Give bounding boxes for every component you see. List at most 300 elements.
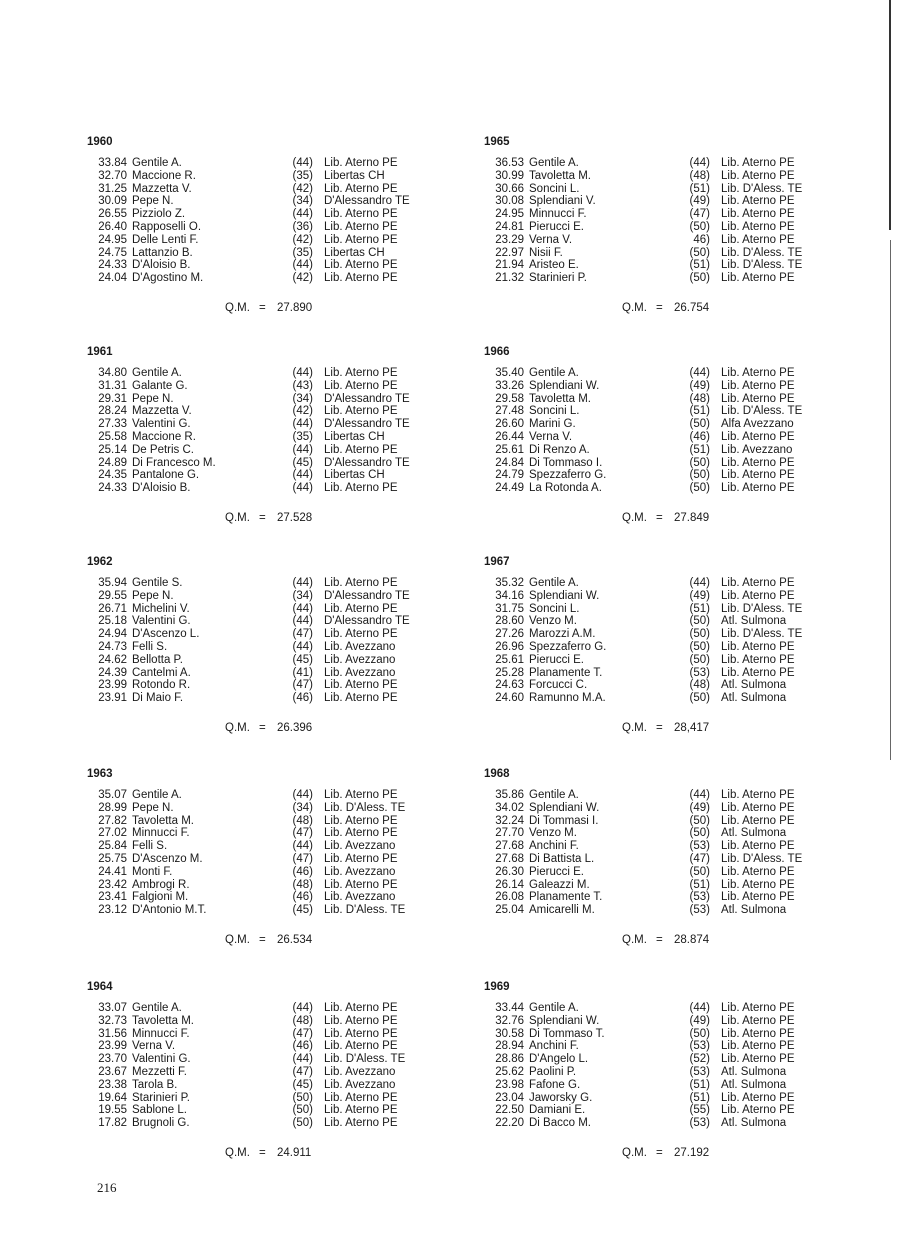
average-value: 24.911 — [277, 1147, 312, 1159]
result-row — [87, 1066, 437, 1079]
result-row — [87, 457, 437, 470]
athlete-age: (48) — [689, 392, 710, 405]
result-row — [87, 641, 437, 654]
score: 25.62 — [495, 1065, 524, 1078]
athlete-name: D'Aloisio B. — [132, 259, 191, 272]
athlete-name: Rotondo R. — [132, 679, 191, 692]
athlete-age: (52) — [689, 1053, 710, 1066]
athlete-name: Forcucci C. — [529, 679, 588, 692]
equals-sign: = — [259, 1147, 266, 1159]
result-row — [484, 221, 834, 234]
athlete-name: Verna V. — [529, 233, 573, 246]
club: Lib. D'Aless. TE — [324, 904, 406, 917]
athlete-name: Verna V. — [529, 430, 573, 443]
athlete-age: (44) — [292, 443, 313, 456]
result-row — [484, 641, 834, 654]
club: Lib. Aterno PE — [721, 157, 795, 169]
club: Lib. Aterno PE — [721, 208, 795, 221]
club: Lib. Aterno PE — [721, 840, 795, 853]
athlete-name: Splendiani W. — [529, 801, 600, 814]
score: 34.16 — [495, 589, 524, 602]
year-heading: 1965 — [484, 136, 510, 148]
athlete-name: D'Ascenzo M. — [132, 852, 203, 865]
score: 26.08 — [495, 891, 524, 904]
year-heading: 1963 — [87, 768, 113, 780]
scan-edge-line — [890, 240, 891, 760]
score: 23.38 — [98, 1078, 127, 1091]
athlete-age: (47) — [689, 852, 710, 865]
athlete-age: (35) — [292, 169, 313, 182]
athlete-age: (45) — [292, 456, 313, 469]
athlete-name: Gentile A. — [132, 789, 182, 801]
score: 24.95 — [495, 208, 524, 221]
club: Lib. Aterno PE — [721, 1027, 795, 1040]
athlete-age: (53) — [689, 904, 710, 917]
club: Atl. Sulmona — [721, 1078, 787, 1091]
result-row — [484, 590, 834, 603]
club: Lib. Aterno PE — [721, 1014, 795, 1027]
year-heading: 1966 — [484, 346, 510, 358]
club: Lib. Aterno PE — [324, 1104, 398, 1117]
athlete-age: (47) — [292, 628, 313, 641]
athlete-name: Marini G. — [529, 418, 576, 431]
club: Lib. Aterno PE — [324, 259, 398, 272]
result-row — [484, 457, 834, 470]
athlete-name: Planamente T. — [529, 891, 603, 904]
year-block — [87, 555, 437, 734]
score: 25.84 — [98, 840, 127, 853]
club: Lib. Aterno PE — [324, 852, 398, 865]
result-row — [484, 866, 834, 879]
athlete-age: (53) — [689, 1040, 710, 1053]
scan-edge-line — [889, 0, 891, 230]
athlete-age: (50) — [689, 469, 710, 482]
club: Lib. Aterno PE — [721, 865, 795, 878]
result-row — [484, 405, 834, 418]
athlete-name: Splendiani W. — [529, 1014, 600, 1027]
athlete-name: Gentile A. — [529, 1002, 579, 1014]
athlete-name: Pizziolo Z. — [132, 208, 186, 221]
athlete-age: (53) — [689, 1065, 710, 1078]
result-row — [484, 1117, 834, 1130]
result-row — [484, 170, 834, 183]
club: Lib. Avezzano — [324, 865, 396, 878]
club: Lib. Aterno PE — [324, 272, 398, 285]
athlete-age: (47) — [292, 679, 313, 692]
athlete-name: Starinieri P. — [529, 272, 587, 285]
result-row — [484, 904, 834, 917]
result-row — [484, 259, 834, 272]
result-row — [87, 272, 437, 285]
club: Libertas CH — [324, 169, 385, 182]
score: 33.84 — [98, 157, 127, 169]
club: Lib. Avezzano — [324, 1078, 396, 1091]
score: 35.07 — [98, 789, 127, 801]
score: 24.75 — [98, 246, 127, 259]
athlete-name: Cantelmi A. — [132, 666, 191, 679]
athlete-age: (51) — [689, 878, 710, 891]
athlete-name: Starinieri P. — [132, 1091, 190, 1104]
athlete-age: (42) — [292, 233, 313, 246]
athlete-name: Rapposelli O. — [132, 220, 202, 233]
athlete-name: Di Maio F. — [132, 692, 184, 705]
score: 26.55 — [98, 208, 127, 221]
score: 28.60 — [495, 615, 524, 628]
average-label: Q.M. — [225, 302, 250, 314]
score: 29.55 — [98, 589, 127, 602]
result-row — [87, 469, 437, 482]
athlete-age: (51) — [689, 259, 710, 272]
score: 27.48 — [495, 405, 524, 418]
score: 24.81 — [495, 220, 524, 233]
score: 26.44 — [495, 430, 524, 443]
athlete-age: (50) — [689, 615, 710, 628]
athlete-age: (48) — [689, 169, 710, 182]
athlete-name: Brugnoli G. — [132, 1117, 190, 1130]
athlete-name: Ambrogi R. — [132, 878, 190, 891]
athlete-name: Gentile A. — [529, 367, 579, 379]
athlete-name: Ramunno M.A. — [529, 692, 606, 705]
club: Lib. Avezzano — [324, 891, 396, 904]
result-row — [87, 380, 437, 393]
score: 28.24 — [98, 405, 127, 418]
score: 17.82 — [98, 1117, 127, 1130]
result-row — [87, 234, 437, 247]
score: 23.12 — [98, 904, 127, 917]
club: Lib. Aterno PE — [721, 379, 795, 392]
athlete-age: (47) — [292, 1027, 313, 1040]
average-label: Q.M. — [225, 722, 250, 734]
club: Lib. Aterno PE — [721, 1053, 795, 1066]
score: 23.29 — [495, 233, 524, 246]
result-row — [484, 195, 834, 208]
score: 32.73 — [98, 1014, 127, 1027]
score: 25.04 — [495, 904, 524, 917]
athlete-age: (55) — [689, 1104, 710, 1117]
athlete-age: (50) — [689, 827, 710, 840]
athlete-name: Splendiani V. — [529, 195, 596, 208]
athlete-age: (46) — [292, 1040, 313, 1053]
club: Lib. Aterno PE — [324, 208, 398, 221]
athlete-name: Mazzetta V. — [132, 182, 192, 195]
athlete-name: Pepe N. — [132, 195, 174, 208]
athlete-name: Pierucci E. — [529, 865, 584, 878]
score: 27.26 — [495, 628, 524, 641]
athlete-age: (35) — [292, 430, 313, 443]
athlete-age: (42) — [292, 272, 313, 285]
score: 30.58 — [495, 1027, 524, 1040]
club: Lib. Avezzano — [324, 666, 396, 679]
athlete-age: (44) — [292, 469, 313, 482]
result-row — [87, 853, 437, 866]
athlete-age: (44) — [689, 157, 710, 169]
year-block — [484, 345, 834, 524]
athlete-name: Felli S. — [132, 640, 168, 653]
score: 28.99 — [98, 801, 127, 814]
athlete-name: Aristeo E. — [529, 259, 579, 272]
score: 24.33 — [98, 482, 127, 495]
athlete-name: Fafone G. — [529, 1078, 581, 1091]
result-row — [484, 1104, 834, 1117]
result-row — [484, 444, 834, 457]
score: 23.04 — [495, 1091, 524, 1104]
athlete-age: (53) — [689, 891, 710, 904]
athlete-name: Minnucci F. — [132, 827, 190, 840]
score: 30.66 — [495, 182, 524, 195]
athlete-name: Michelini V. — [132, 602, 190, 615]
athlete-age: (49) — [689, 589, 710, 602]
club: Lib. Aterno PE — [324, 482, 398, 495]
club: Lib. D'Aless. TE — [324, 1053, 406, 1066]
result-row — [87, 840, 437, 853]
club: Lib. Aterno PE — [324, 1040, 398, 1053]
club: Lib. Aterno PE — [721, 789, 795, 801]
club: Lib. Avezzano — [324, 1065, 396, 1078]
club: Lib. Aterno PE — [324, 628, 398, 641]
result-row — [484, 853, 834, 866]
athlete-age: (44) — [292, 577, 313, 589]
score: 25.28 — [495, 666, 524, 679]
club: Lib. Aterno PE — [324, 443, 398, 456]
average-value: 27.528 — [277, 512, 313, 524]
score: 25.58 — [98, 430, 127, 443]
result-row — [484, 827, 834, 840]
club: Atl. Sulmona — [721, 615, 787, 628]
score: 26.60 — [495, 418, 524, 431]
athlete-age: (50) — [689, 220, 710, 233]
result-row — [87, 444, 437, 457]
club: Lib. Aterno PE — [721, 169, 795, 182]
result-row — [484, 654, 834, 667]
athlete-name: Galante G. — [132, 379, 188, 392]
athlete-name: Gentile A. — [529, 157, 579, 169]
club: Lib. D'Aless. TE — [324, 801, 406, 814]
club: Lib. Aterno PE — [721, 272, 795, 285]
athlete-age: (44) — [689, 577, 710, 589]
result-row — [484, 615, 834, 628]
athlete-name: Nisii F. — [529, 246, 563, 259]
athlete-name: Di Francesco M. — [132, 456, 216, 469]
athlete-age: (53) — [689, 840, 710, 853]
result-row — [87, 1015, 437, 1028]
athlete-name: Verna V. — [132, 1040, 176, 1053]
result-row — [484, 183, 834, 196]
result-row — [484, 367, 834, 380]
score: 24.94 — [98, 628, 127, 641]
result-row — [484, 380, 834, 393]
year-block — [87, 135, 437, 314]
club: Lib. Aterno PE — [324, 367, 398, 379]
result-row — [87, 183, 437, 196]
club: Lib. Aterno PE — [324, 1027, 398, 1040]
club: Lib. Aterno PE — [721, 878, 795, 891]
score: 36.53 — [495, 157, 524, 169]
score: 33.07 — [98, 1002, 127, 1014]
club: Lib. D'Aless. TE — [721, 628, 803, 641]
score: 24.33 — [98, 259, 127, 272]
athlete-name: Gentile A. — [529, 577, 579, 589]
athlete-age: (50) — [689, 418, 710, 431]
club: Lib. Aterno PE — [721, 1040, 795, 1053]
result-row — [87, 170, 437, 183]
club: D'Alessandro TE — [324, 392, 410, 405]
club: Lib. Aterno PE — [324, 692, 398, 705]
average-value: 26.754 — [674, 302, 710, 314]
athlete-name: Minnucci F. — [132, 1027, 190, 1040]
result-row — [87, 815, 437, 828]
club: Atl. Sulmona — [721, 692, 787, 705]
club: Libertas CH — [324, 246, 385, 259]
equals-sign: = — [656, 722, 663, 734]
result-row — [484, 247, 834, 260]
athlete-name: Di Tommaso I. — [529, 456, 603, 469]
athlete-age: (48) — [689, 679, 710, 692]
score: 24.79 — [495, 469, 524, 482]
athlete-age: (48) — [292, 814, 313, 827]
result-row — [484, 879, 834, 892]
athlete-age: (44) — [292, 1002, 313, 1014]
club: D'Alessandro TE — [324, 456, 410, 469]
athlete-age: (50) — [689, 692, 710, 705]
score: 28.86 — [495, 1053, 524, 1066]
score: 26.71 — [98, 602, 127, 615]
score: 25.61 — [495, 443, 524, 456]
athlete-name: Spezzaferro G. — [529, 469, 607, 482]
club: Lib. Aterno PE — [721, 1002, 795, 1014]
athlete-name: Pantalone G. — [132, 469, 200, 482]
athlete-age: (34) — [292, 392, 313, 405]
athlete-age: (45) — [292, 904, 313, 917]
page-number: 216 — [97, 1180, 117, 1195]
result-row — [87, 482, 437, 495]
club: Alfa Avezzano — [721, 418, 794, 431]
result-row — [87, 577, 437, 590]
club: Lib. Aterno PE — [324, 814, 398, 827]
result-row — [484, 208, 834, 221]
athlete-age: (50) — [689, 640, 710, 653]
result-row — [87, 603, 437, 616]
score: 27.70 — [495, 827, 524, 840]
year-block — [87, 345, 437, 524]
result-row — [87, 879, 437, 892]
score: 35.40 — [495, 367, 524, 379]
result-row — [484, 1092, 834, 1105]
equals-sign: = — [259, 302, 266, 314]
club: Lib. Aterno PE — [721, 577, 795, 589]
score: 31.31 — [98, 379, 127, 392]
athlete-name: Planamente T. — [529, 666, 603, 679]
club: Lib. Aterno PE — [324, 602, 398, 615]
athlete-age: (51) — [689, 1091, 710, 1104]
equals-sign: = — [656, 934, 663, 946]
equals-sign: = — [656, 302, 663, 314]
athlete-age: (51) — [689, 405, 710, 418]
athlete-age: (50) — [292, 1091, 313, 1104]
athlete-name: Di Tommaso T. — [529, 1027, 605, 1040]
club: Lib. Aterno PE — [721, 220, 795, 233]
result-row — [87, 431, 437, 444]
athlete-age: (46) — [292, 891, 313, 904]
athlete-age: (50) — [292, 1117, 313, 1130]
score: 24.60 — [495, 692, 524, 705]
year-heading: 1968 — [484, 768, 510, 780]
result-row — [484, 603, 834, 616]
athlete-name: Gentile A. — [132, 157, 182, 169]
club: Lib. Aterno PE — [721, 1091, 795, 1104]
athlete-name: D'Aloisio B. — [132, 482, 191, 495]
result-row — [484, 891, 834, 904]
score: 23.99 — [98, 1040, 127, 1053]
result-row — [87, 802, 437, 815]
result-row — [87, 208, 437, 221]
athlete-name: Pierucci E. — [529, 653, 584, 666]
athlete-name: Bellotta P. — [132, 653, 183, 666]
result-row — [87, 195, 437, 208]
year-block — [87, 767, 437, 946]
score: 24.49 — [495, 482, 524, 495]
result-row — [484, 667, 834, 680]
score: 29.58 — [495, 392, 524, 405]
equals-sign: = — [259, 934, 266, 946]
athlete-age: (53) — [689, 1117, 710, 1130]
athlete-age: (36) — [292, 220, 313, 233]
club: Lib. Avezzano — [324, 840, 396, 853]
result-row — [87, 1079, 437, 1092]
club: Lib. Aterno PE — [721, 814, 795, 827]
year-heading: 1969 — [484, 981, 510, 993]
athlete-name: Tavoletta M. — [132, 1014, 194, 1027]
score: 23.91 — [98, 692, 127, 705]
result-row — [484, 1079, 834, 1092]
athlete-age: (41) — [292, 666, 313, 679]
athlete-age: (44) — [292, 602, 313, 615]
score: 34.80 — [98, 367, 127, 379]
year-heading: 1964 — [87, 981, 113, 993]
score: 26.30 — [495, 865, 524, 878]
club: Atl. Sulmona — [721, 904, 787, 917]
result-row — [87, 1092, 437, 1105]
score: 24.73 — [98, 640, 127, 653]
result-row — [484, 679, 834, 692]
club: Lib. Aterno PE — [324, 878, 398, 891]
athlete-name: Tarola B. — [132, 1078, 178, 1091]
result-row — [484, 157, 834, 170]
score: 24.41 — [98, 865, 127, 878]
club: Lib. Aterno PE — [721, 456, 795, 469]
result-row — [87, 827, 437, 840]
score: 31.56 — [98, 1027, 127, 1040]
result-row — [484, 628, 834, 641]
athlete-age: (43) — [292, 379, 313, 392]
score: 31.25 — [98, 182, 127, 195]
score: 22.97 — [495, 246, 524, 259]
score: 26.14 — [495, 878, 524, 891]
average-label: Q.M. — [622, 722, 647, 734]
result-row — [87, 405, 437, 418]
athlete-name: Gentile A. — [529, 789, 579, 801]
equals-sign: = — [259, 512, 266, 524]
score: 29.31 — [98, 392, 127, 405]
score: 25.61 — [495, 653, 524, 666]
athlete-age: (44) — [292, 482, 313, 495]
athlete-age: (44) — [292, 367, 313, 379]
athlete-name: Gentile A. — [132, 367, 182, 379]
club: Lib. Avezzano — [324, 653, 396, 666]
score: 22.20 — [495, 1117, 524, 1130]
club: Lib. Aterno PE — [721, 589, 795, 602]
athlete-name: Mezzetti F. — [132, 1065, 187, 1078]
result-row — [87, 654, 437, 667]
